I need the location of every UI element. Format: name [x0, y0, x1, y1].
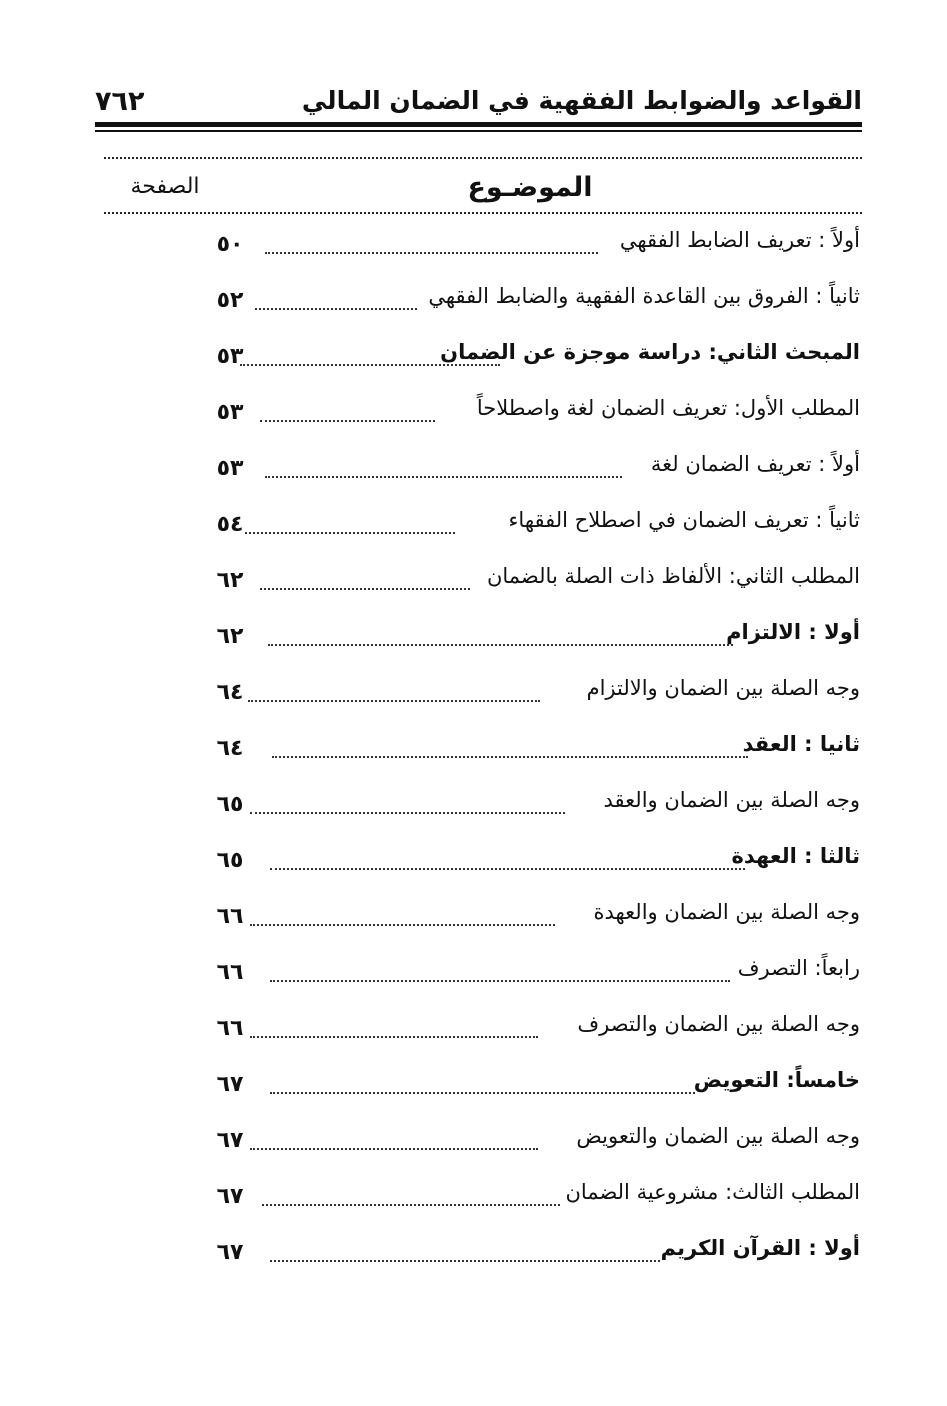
dot-leader — [250, 1036, 538, 1038]
toc-topic: خامساً: التعويض — [688, 1068, 860, 1092]
table-header-divider — [104, 212, 862, 214]
toc-topic: المطلب الثاني: الألفاظ ذات الصلة بالضمان — [481, 564, 860, 588]
toc-page: ٦٦ — [216, 904, 244, 929]
toc-page: ٦٦ — [216, 1016, 244, 1041]
toc-row — [100, 732, 860, 772]
dot-leader — [268, 644, 733, 646]
dot-leader — [255, 308, 417, 310]
toc-topic: ثانياً : تعريف الضمان في اصطلاح الفقهاء — [503, 508, 860, 532]
dot-leader — [270, 1260, 660, 1262]
dot-leader — [250, 1148, 538, 1150]
toc-row — [100, 844, 860, 884]
toc-topic: وجه الصلة بين الضمان والتعويض — [570, 1124, 860, 1148]
dot-leader — [265, 476, 622, 478]
toc-page: ٦٤ — [216, 736, 244, 761]
dot-leader — [245, 532, 455, 534]
toc-page: ٥٣ — [216, 456, 244, 481]
toc-page: ٦٧ — [216, 1184, 244, 1209]
table-top-divider — [104, 157, 862, 159]
toc-page: ٦٧ — [216, 1240, 244, 1265]
toc-row — [100, 284, 860, 324]
toc-row — [100, 1012, 860, 1052]
toc-page: ٦٥ — [216, 848, 244, 873]
header-rule-thin — [95, 130, 862, 132]
toc-row — [100, 508, 860, 548]
column-header-topic: الموضـوع — [467, 172, 593, 203]
dot-leader — [262, 1204, 560, 1206]
toc-row — [100, 1236, 860, 1276]
toc-page: ٦٢ — [216, 568, 244, 593]
toc-row — [100, 1068, 860, 1108]
toc-topic: المطلب الثالث: مشروعية الضمان — [559, 1180, 860, 1204]
toc-topic: أولاً : تعريف الضابط الفقهي — [614, 228, 860, 252]
toc-topic: المبحث الثاني: دراسة موجزة عن الضمان — [434, 340, 860, 364]
page-number: ٧٦٢ — [95, 86, 145, 117]
toc-page: ٥٠ — [216, 232, 244, 257]
dot-leader — [250, 812, 565, 814]
toc-row — [100, 676, 860, 716]
toc-topic: ثانيا : العقد — [737, 732, 860, 756]
dot-leader — [248, 700, 540, 702]
dot-leader — [240, 364, 500, 366]
toc-page: ٥٤ — [216, 512, 244, 537]
toc-row — [100, 1124, 860, 1164]
dot-leader — [265, 252, 598, 254]
toc-topic: رابعاً: التصرف — [732, 956, 860, 980]
toc-topic: وجه الصلة بين الضمان والتصرف — [571, 1012, 860, 1036]
toc-topic: ثالثا : العهدة — [726, 844, 860, 868]
toc-topic: المطلب الأول: تعريف الضمان لغة واصطلاحاً — [471, 396, 860, 420]
dot-leader — [270, 1092, 695, 1094]
dot-leader — [250, 924, 555, 926]
toc-topic: أولا : الالتزام — [720, 620, 860, 644]
toc-topic: ثانياً : الفروق بين القاعدة الفقهية والضابط الفقهي — [422, 284, 860, 308]
toc-page: ٦٤ — [216, 680, 244, 705]
header-rule-thick — [95, 122, 862, 127]
dot-leader — [260, 588, 470, 590]
column-header-page: الصفحة — [130, 174, 200, 199]
toc-page: ٥٣ — [216, 400, 244, 425]
toc-row — [100, 452, 860, 492]
dot-leader — [260, 420, 435, 422]
toc-page: ٦٢ — [216, 624, 244, 649]
toc-page: ٦٥ — [216, 792, 244, 817]
toc-row — [100, 956, 860, 996]
toc-topic: وجه الصلة بين الضمان والعهدة — [587, 900, 860, 924]
toc-row — [100, 788, 860, 828]
toc-topic: أولاً : تعريف الضمان لغة — [645, 452, 860, 476]
toc-row — [100, 340, 860, 380]
book-title: القواعد والضوابط الفقهية في الضمان المالي — [301, 86, 862, 115]
toc-row — [100, 1180, 860, 1220]
dot-leader — [270, 980, 730, 982]
toc-page: ٦٧ — [216, 1072, 244, 1097]
toc-row — [100, 620, 860, 660]
toc-topic: وجه الصلة بين الضمان والعقد — [598, 788, 860, 812]
toc-row — [100, 564, 860, 604]
toc-page: ٦٦ — [216, 960, 244, 985]
dot-leader — [270, 868, 745, 870]
toc-row — [100, 396, 860, 436]
toc-page: ٦٧ — [216, 1128, 244, 1153]
toc-topic: أولا : القرآن الكريم — [655, 1236, 860, 1260]
toc-page: ٥٣ — [216, 344, 244, 369]
toc-row — [100, 900, 860, 940]
toc-row — [100, 228, 860, 268]
toc-page: ٥٢ — [216, 288, 244, 313]
toc-topic: وجه الصلة بين الضمان والالتزام — [581, 676, 860, 700]
dot-leader — [272, 756, 748, 758]
